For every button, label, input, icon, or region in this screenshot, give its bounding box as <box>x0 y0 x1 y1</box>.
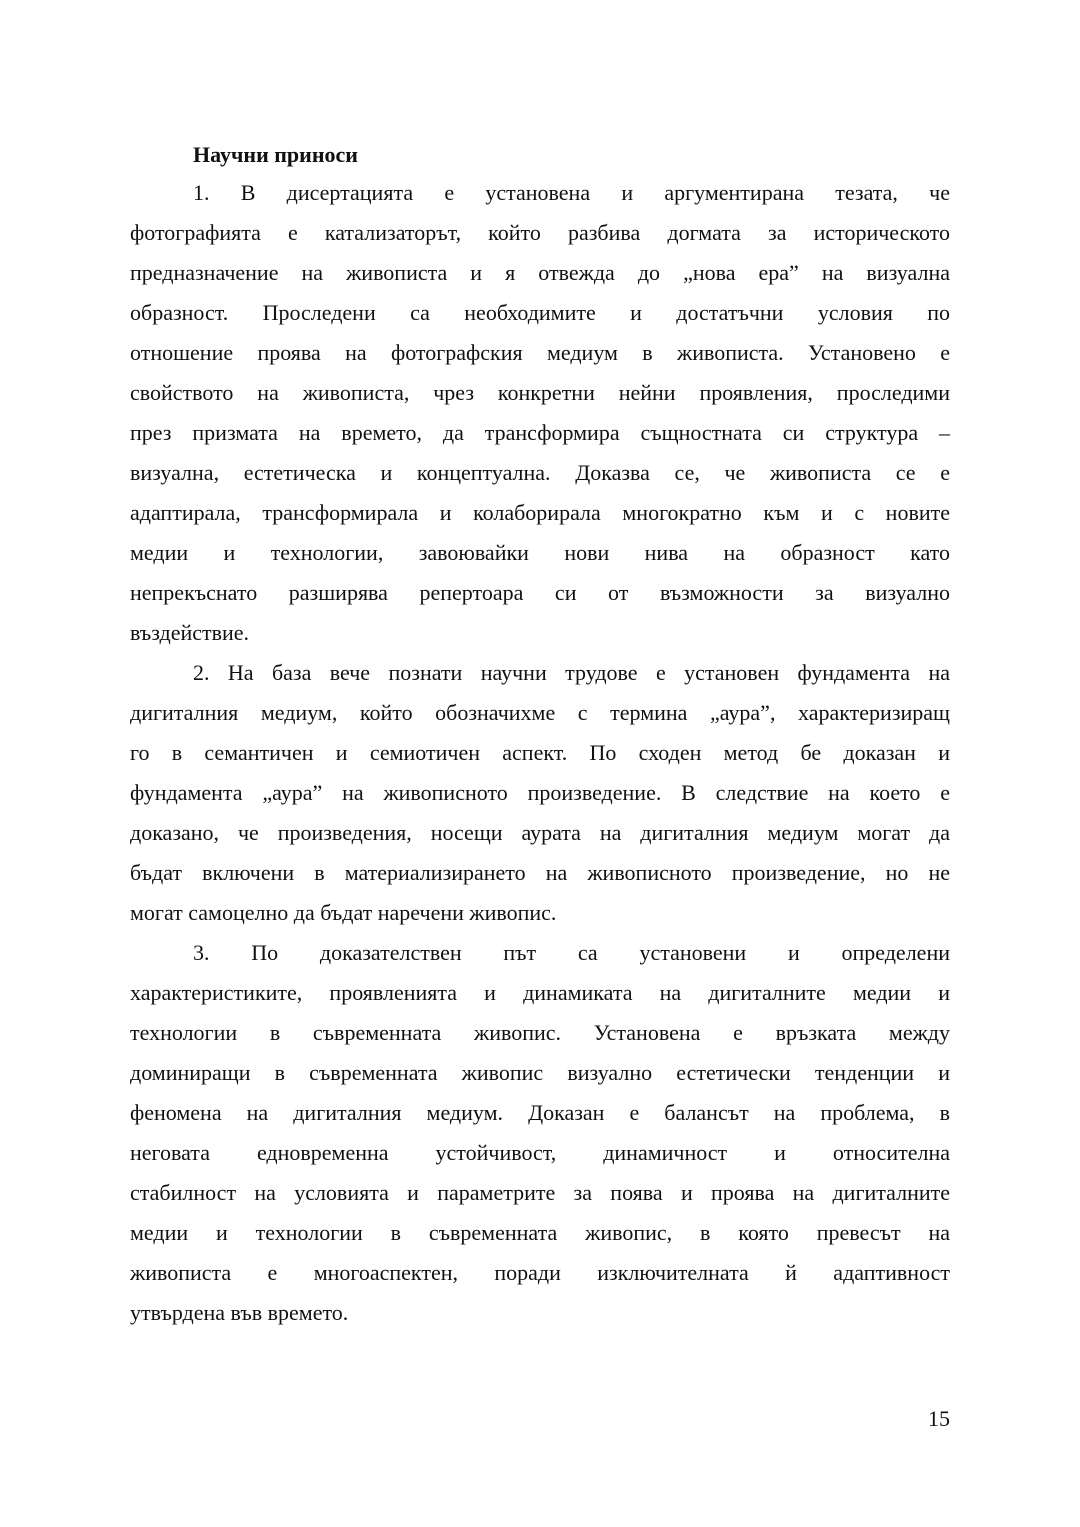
text-line: фотографията е катализаторът, който разбива догмата за историческото <box>130 220 950 245</box>
text-line: утвърдена във времето. <box>130 1300 349 1325</box>
paragraph <box>130 659 950 939</box>
text-line: технологии в съвременната живопис. Установена е връзката между <box>130 1020 950 1045</box>
text-line: предназначение на живописта и я отвежда до „нова ера” на визуална <box>130 260 950 285</box>
text-line: характеристиките, проявленията и динамиката на дигиталните медии и <box>130 980 950 1005</box>
text-line: доминиращи в съвременната живопис визуално естетически тенденции и <box>130 1060 950 1085</box>
text-line: 3. По доказателствен път са установени и определени <box>193 940 950 965</box>
text-line: непрекъснато разширява репертоара си от възможности за визуално <box>130 580 950 605</box>
text-line: адаптирала, трансформирала и колаборирала многократно към и с новите <box>130 500 950 525</box>
text-line: дигиталния медиум, който обозначихме с термина „аура”, характеризиращ <box>130 700 950 725</box>
text-line: живописта е многоаспектен, поради изключителната й адаптивност <box>130 1260 950 1285</box>
text-line: свойството на живописта, чрез конкретни нейни проявления, проследими <box>130 380 950 405</box>
text-line: могат самоцелно да бъдат наречени живопис. <box>130 900 557 925</box>
section-heading: Научни приноси <box>193 142 358 167</box>
text-line: образност. Проследени са необходимите и достатъчни условия по <box>130 300 950 325</box>
text-line: доказано, че произведения, носещи аурата на дигиталния медиум могат да <box>130 820 950 845</box>
text-line: неговата едновременна устойчивост, динамичност и относителна <box>130 1140 950 1165</box>
text-line: го в семантичен и семиотичен аспект. По сходен метод бе доказан и <box>130 740 950 765</box>
text-line: бъдат включени в материализирането на живописното произведение, но не <box>130 860 950 885</box>
page-number: 15 <box>928 1406 950 1431</box>
text-line: медии и технологии, завоювайки нови нива на образност като <box>130 540 950 565</box>
document-body <box>130 179 950 1339</box>
text-line: през призмата на времето, да трансформира същностната си структура – <box>130 420 950 445</box>
text-line: медии и технологии в съвременната живопис, в която превесът на <box>130 1220 950 1245</box>
text-line: 2. На база вече познати научни трудове е установен фундамента на <box>193 660 950 685</box>
paragraph <box>130 179 950 659</box>
text-line: 1. В дисертацията е установена и аргументирана тезата, че <box>193 180 950 205</box>
text-line: визуална, естетическа и концептуална. Доказва се, че живописта се е <box>130 460 950 485</box>
paragraph <box>130 939 950 1339</box>
text-line: стабилност на условията и параметрите за поява и проява на дигиталните <box>130 1180 950 1205</box>
text-line: фундамента „аура” на живописното произведение. В следствие на което е <box>130 780 950 805</box>
text-line: въздействие. <box>130 620 250 645</box>
text-line: феномена на дигиталния медиум. Доказан е балансът на проблема, в <box>130 1100 950 1125</box>
text-line: отношение проява на фотографския медиум в живописта. Установено е <box>130 340 950 365</box>
